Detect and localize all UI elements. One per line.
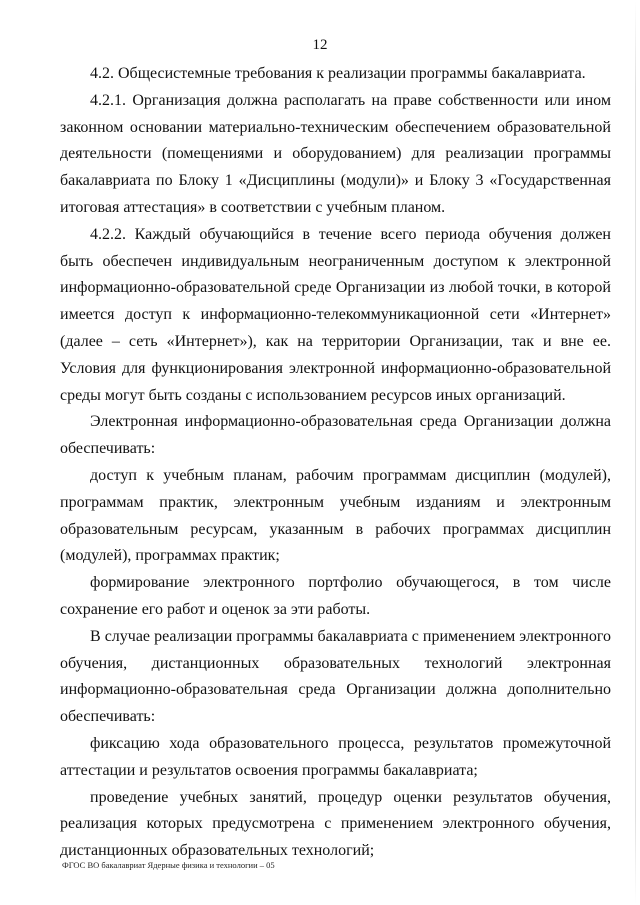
footer-note: ФГОС ВО бакалавриат Ядерные физика и технологии – 05 <box>62 860 275 870</box>
paragraph-portfolio: формирование электронного портфолио обучающегося, в том числе сохранение его работ и оценок за эти работы. <box>60 574 611 618</box>
paragraph-4-2-1: 4.2.1. Организация должна располагать на праве собственности или ином законном основании материально-техническим обеспечением образовательной деятельности (помещениями и оборудованием) для реализации программы бакалавриата по Блоку 1 «Дисциплины (модули)» и Блоку 3 «Государственная итоговая аттестация» в соответствии с учебным планом. <box>60 91 611 216</box>
page-number: 12 <box>312 37 328 53</box>
section-heading-4-2: 4.2. Общесистемные требования к реализации программы бакалавриата. <box>90 65 586 82</box>
paragraph-conducting-classes: проведение учебных занятий, процедур оценки результатов обучения, реализация которых предусмотрена с применением электронного обучения, дистанционных образовательных технологий; <box>60 788 611 860</box>
paragraph-access-plans: доступ к учебным планам, рабочим программам дисциплин (модулей), программам практик, электронным учебным изданиям и электронным образовательным ресурсам, указанным в рабочих программах дисциплин (модулей), программах практик; <box>60 466 611 565</box>
paragraph-4-2-2: 4.2.2. Каждый обучающийся в течение всего периода обучения должен быть обеспечен индивидуальным неограниченным доступом к электронной информационно-образовательной среде Организации из любой точки, в которой имеется доступ к информационно-телекоммуникационной сети «Интернет» (далее – сеть «Интернет»), как на территории Организации, так и вне ее. Условия для функционирования электронной информационно-образовательной среды могут быть созданы с использованием ресурсов иных организаций. <box>60 225 611 404</box>
paragraph-eios-requirements: Электронная информационно-образовательная среда Организации должна обеспечивать: <box>60 413 611 458</box>
scan-edge-shadow <box>635 0 636 905</box>
paragraph-fixation: фиксацию хода образовательного процесса, результатов промежуточной аттестации и результатов освоения программы бакалавриата; <box>60 734 611 779</box>
paragraph-distance-learning: В случае реализации программы бакалавриата с применением электронного обучения, дистанционных образовательных технологий электронная информационно-образовательная среда Организации должна дополнительно обеспечивать: <box>60 627 611 726</box>
body-text <box>60 61 611 865</box>
